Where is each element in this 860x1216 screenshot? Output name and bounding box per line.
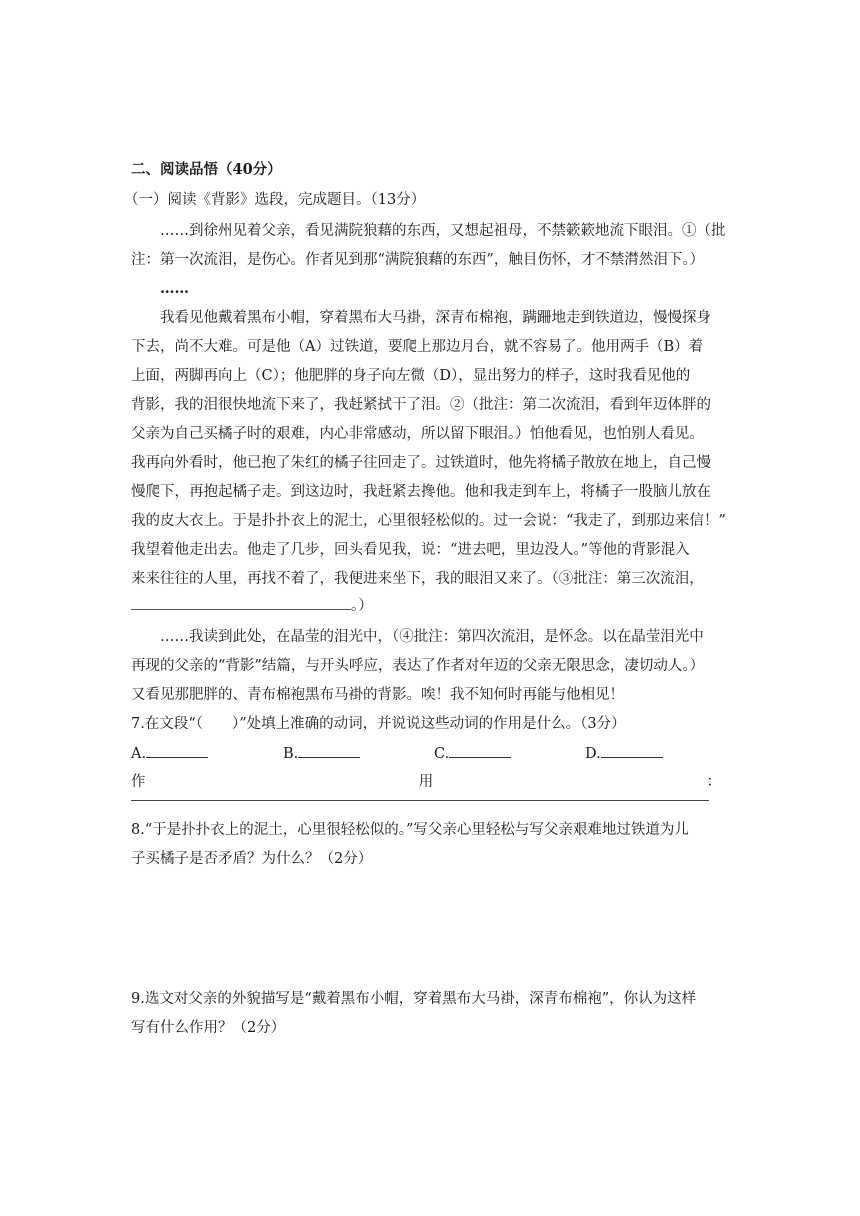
option-b-blank[interactable] <box>298 743 360 758</box>
option-a-blank[interactable] <box>146 743 208 758</box>
passage-line: 父亲为自己买橘子时的艰难，内心非常感动，所以留下眼泪。）怕他看见，也怕别人看见。 <box>131 426 704 442</box>
passage-line: 上面，两脚再向上（C）；他肥胖的身子向左微（D），显出努力的样子，这时我看见他的 <box>131 368 691 384</box>
passage-line-end: 。） <box>351 598 373 614</box>
passage-line: 我的皮大衣上。于是扑扑衣上的泥土，心里很轻松似的。过一会说：“我走了，到那边来信！” <box>131 513 726 529</box>
question-7: 7.在文段“（ ）”处填上准确的动词，并说说这些动词的作用是什么。（3分） <box>131 716 626 732</box>
passage-line: 下去，尚不大难。可是他（A）过铁道，要爬上那边月台，就不容易了。他用两手（B）着 <box>131 339 704 355</box>
question-9-line: 写有什么作用？（2分） <box>131 1020 286 1036</box>
option-a: A. <box>131 743 208 764</box>
question-8-line: 子买橘子是否矛盾？为什么？（2分） <box>131 851 373 867</box>
question-8-line: 8.“于是扑扑衣上的泥土，心里很轻松似的。”写父亲心里轻松与写父亲艰难地过铁道为儿 <box>131 822 689 838</box>
option-b: B. <box>283 743 360 764</box>
passage-line: ……到徐州见着父亲，看见满院狼藉的东西，又想起祖母，不禁簌簌地流下眼泪。①（批 <box>160 223 726 239</box>
answer-line[interactable] <box>131 800 709 801</box>
passage-line: 再现的父亲的“背影”结篇，与开头呼应，表达了作者对年迈的父亲无限思念，凄切动人。） <box>131 658 705 674</box>
zuoyong-colon: ： <box>706 774 721 790</box>
fill-blank[interactable] <box>131 595 351 610</box>
passage-line: …… <box>160 280 189 297</box>
option-c-blank[interactable] <box>449 743 511 758</box>
option-d-blank[interactable] <box>601 743 663 758</box>
question-9-line: 9.选文对父亲的外貌描写是“戴着黑布小帽，穿着黑布大马褂，深青布棉袍”，你认为这样 <box>131 991 697 1007</box>
passage-line: 背影，我的泪很快地流下来了，我赶紧拭干了泪。②（批注：第二次流泪，看到年迈体胖的 <box>131 397 711 413</box>
passage-line: 注：第一次流泪，是伤心。作者见到那“满院狼藉的东西”，触目伤怀，才不禁潸然泪下。） <box>131 252 705 268</box>
section-title: 二、阅读品悟（40分） <box>131 161 282 178</box>
passage-line: 我看见他戴着黑布小帽，穿着黑布大马褂，深青布棉袍，蹒跚地走到铁道边，慢慢探身 <box>160 310 711 326</box>
passage-line: 我再向外看时，他已抱了朱红的橘子往回走了。过铁道时，他先将橘子散放在地上，自己慢 <box>131 455 711 471</box>
passage-line: 慢爬下，再抱起橘子走。到这边时，我赶紧去搀他。他和我走到车上，将橘子一股脑儿放在 <box>131 484 711 500</box>
zuoyong-line <box>131 772 721 792</box>
zuoyong-char-1: 作 <box>131 774 146 790</box>
passage-line: 又看见那肥胖的、青布棉袍黑布马褂的背影。唉！我不知何时再能与他相见！ <box>131 687 624 703</box>
option-c: C. <box>434 743 511 764</box>
passage-line: 来来往往的人里，再找不着了，我便进来坐下，我的眼泪又来了。（③批注：第三次流泪， <box>131 571 704 587</box>
zuoyong-char-2: 用 <box>418 774 434 790</box>
sub-title: （一）阅读《背影》选段，完成题目。（13分） <box>124 192 426 208</box>
passage-line: ……我读到此处，在晶莹的泪光中，（④批注：第四次流泪，是怀念。以在晶莹泪光中 <box>160 629 704 645</box>
annotation-blank-line <box>131 595 373 616</box>
option-d: D. <box>585 743 663 764</box>
passage-line: 我望着他走出去。他走了几步，回头看见我，说：“进去吧，里边没人。”等他的背影混入 <box>131 542 690 558</box>
